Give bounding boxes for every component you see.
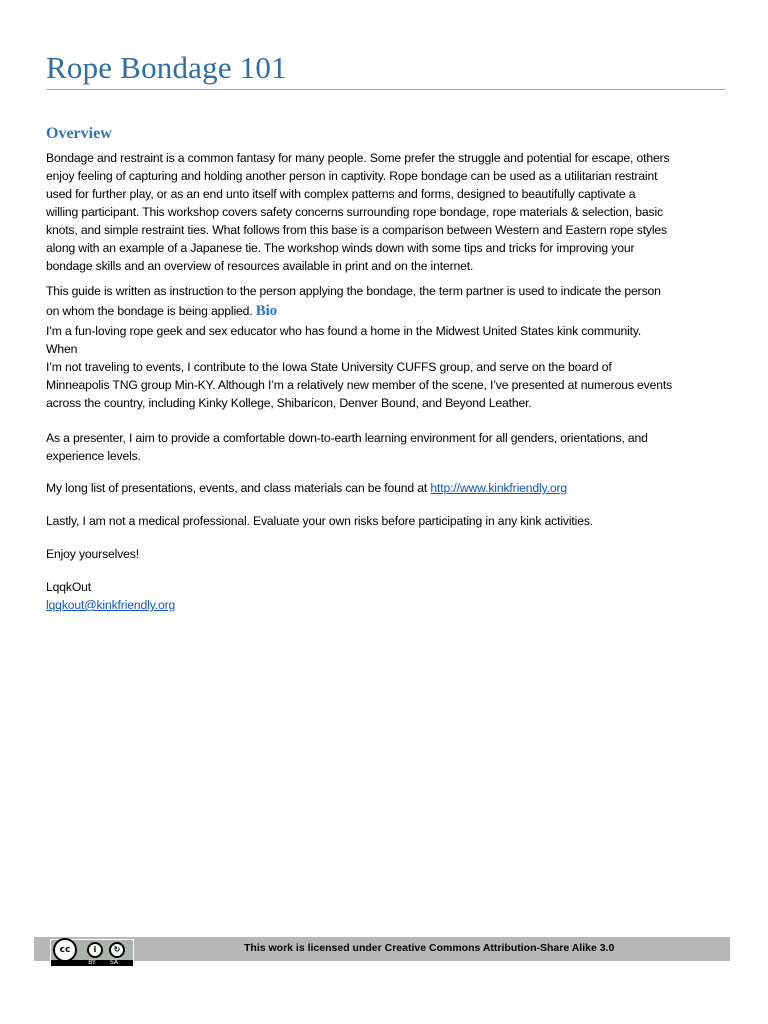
page-title: Rope Bondage 101	[46, 50, 287, 85]
overview-line: knots, and simple restraint ties. What follows from this base is a comparison between Western and Eastern rope styles	[46, 223, 668, 237]
license-text: This work is licensed under Creative Commons Attribution-Share Alike 3.0	[244, 942, 615, 954]
presenter-line: experience levels.	[46, 449, 141, 463]
materials-text: My long list of presentations, events, and class materials can be found at	[46, 481, 428, 495]
overview-line: Bondage and restraint is a common fantasy for many people. Some prefer the struggle and potential for escape, others	[46, 151, 670, 165]
overview-line: bondage skills and an overview of resources available in print and on the internet.	[46, 259, 474, 273]
bio-line: I’m not traveling to events, I contribute to the Iowa State University CUFFS group, and serve on the board of	[46, 360, 612, 374]
disclaimer-paragraph	[46, 512, 593, 530]
cc-by-sa-badge[interactable]	[50, 939, 134, 967]
bio-line: Minneapolis TNG group Min-KY. Although I’m a relatively new member of the scene, I’ve presented at numerous events	[46, 378, 673, 392]
cc-logo-icon: cc	[53, 938, 77, 962]
guide-line: on whom the bondage is being applied.	[46, 304, 253, 318]
bio-heading: Bio	[255, 303, 278, 319]
sa-label: SA	[109, 959, 119, 966]
overview-line: along with an example of a Japanese tie. The workshop winds down with some tips and tricks for improving your	[46, 241, 635, 255]
email-link[interactable]: lqqkout@kinkfriendly.org	[46, 598, 176, 612]
closing-text: Enjoy yourselves!	[46, 547, 139, 561]
disclaimer-text: Lastly, I am not a medical professional. Evaluate your own risks before participating in any kink activities.	[46, 514, 594, 528]
guide-paragraph	[46, 282, 661, 320]
bio-intro-paragraph	[46, 322, 672, 412]
sa-share-alike-icon: ↻	[109, 942, 125, 958]
signature-block	[46, 578, 175, 614]
bio-line: When	[46, 342, 78, 356]
guide-line-with-bio	[46, 302, 661, 320]
signature-name: LqqkOut	[46, 580, 92, 594]
title-divider	[46, 89, 725, 90]
bio-line: across the country, including Kinky Kollege, Shibaricon, Denver Bound, and Beyond Leather.	[46, 396, 532, 410]
materials-paragraph	[46, 479, 567, 497]
overview-line: enjoy feeling of capturing and holding another person in captivity. Rope bondage can be used as a utilitarian restraint	[46, 169, 658, 183]
by-label: BY	[88, 959, 96, 966]
presenter-paragraph	[46, 429, 648, 465]
overview-line: used for further play, or as an end unto itself with complex patterns and forms, designed to beautifully captivate a	[46, 187, 636, 201]
overview-line: willing participant. This workshop covers safety concerns surrounding rope bondage, rope materials & selection, basic	[46, 205, 663, 219]
bio-line: I’m a fun-loving rope geek and sex educator who has found a home in the Midwest United States kink community.	[46, 324, 642, 338]
badge-labels	[81, 959, 131, 966]
license-footer-bar	[34, 937, 730, 966]
by-attribution-icon: i	[87, 942, 103, 958]
overview-heading: Overview	[46, 125, 112, 142]
overview-paragraph	[46, 149, 670, 275]
guide-line: This guide is written as instruction to the person applying the bondage, the term partner is used to indicate the person	[46, 284, 661, 298]
website-link[interactable]: http://www.kinkfriendly.org	[430, 481, 568, 495]
closing-paragraph	[46, 545, 139, 563]
presenter-line: As a presenter, I aim to provide a comfortable down-to-earth learning environment for all genders, orientations, and	[46, 431, 648, 445]
